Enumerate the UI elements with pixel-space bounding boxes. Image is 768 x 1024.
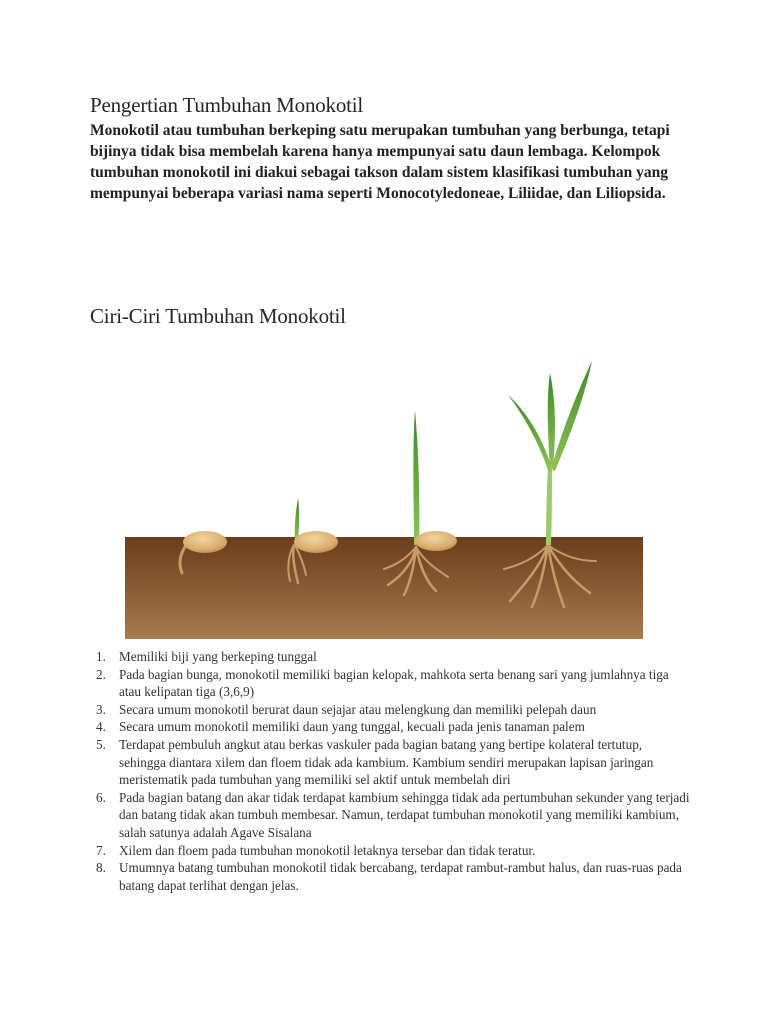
list-item: 7. Xilem dan floem pada tumbuhan monokotil letaknya tersebar dan tidak teratur. — [96, 842, 536, 858]
intro-paragraph: Monokotil atau tumbuhan berkeping satu merupakan tumbuhan yang berbunga, tetapi bijinya tidak bisa membelah karena hanya mempunyai satu daun lembaga. Kelompok tumbuhan monokotil ini diakui sebagai takson dalam sistem klasifikasi tumbuhan yang mempunyai beberapa variasi nama seperti Monocotyledoneae, Liliidae, dan Liliopsida. — [90, 122, 670, 202]
characteristics-list — [90, 648, 690, 894]
list-item: 2. Pada bagian bunga, monokotil memiliki bagian kelopak, mahkota serta benang sari yang jumlahnya tiga atau kelipatan tiga (3,6,9) — [96, 666, 669, 700]
list-item: 1. Memiliki biji yang berkeping tunggal — [96, 649, 317, 664]
list-item: 6. Pada bagian batang dan akar tidak terdapat kambium sehingga tidak ada pertumbuhan sekunder yang terjadi dan batang tidak akan tumbuh membesar. Namun, terdapat tumbuhan monokotil yang memiliki kambium, salah satunya adalah Agave Sisalana — [96, 789, 690, 840]
list-item: 5. Terdapat pembuluh angkut atau berkas vaskuler pada bagian batang yang bertipe kolateral tertutup, sehingga diantara xilem dan floem tidak ada kambium. Kambium sendiri merupakan lapisan jaringan meristematik pada tumbuhan yang memiliki sel aktif untuk membelah diri — [96, 736, 654, 788]
monocot-germination-illustration — [120, 355, 650, 640]
heading-pengertian: Pengertian Tumbuhan Monokotil — [90, 93, 364, 117]
list-item: 3. Secara umum monokotil berurat daun sejajar atau melengkung dan memiliki pelepah daun — [96, 701, 597, 717]
list-item: 4. Secara umum monokotil memiliki daun yang tunggal, kecuali pada jenis tanaman palem — [96, 719, 585, 735]
list-item: 8. Umumnya batang tumbuhan monokotil tidak bercabang, terdapat rambut-rambut halus, dan ruas-ruas pada batang dapat terlihat dengan jelas. — [96, 860, 682, 893]
heading-ciri-ciri: Ciri-Ciri Tumbuhan Monokotil — [90, 304, 346, 328]
